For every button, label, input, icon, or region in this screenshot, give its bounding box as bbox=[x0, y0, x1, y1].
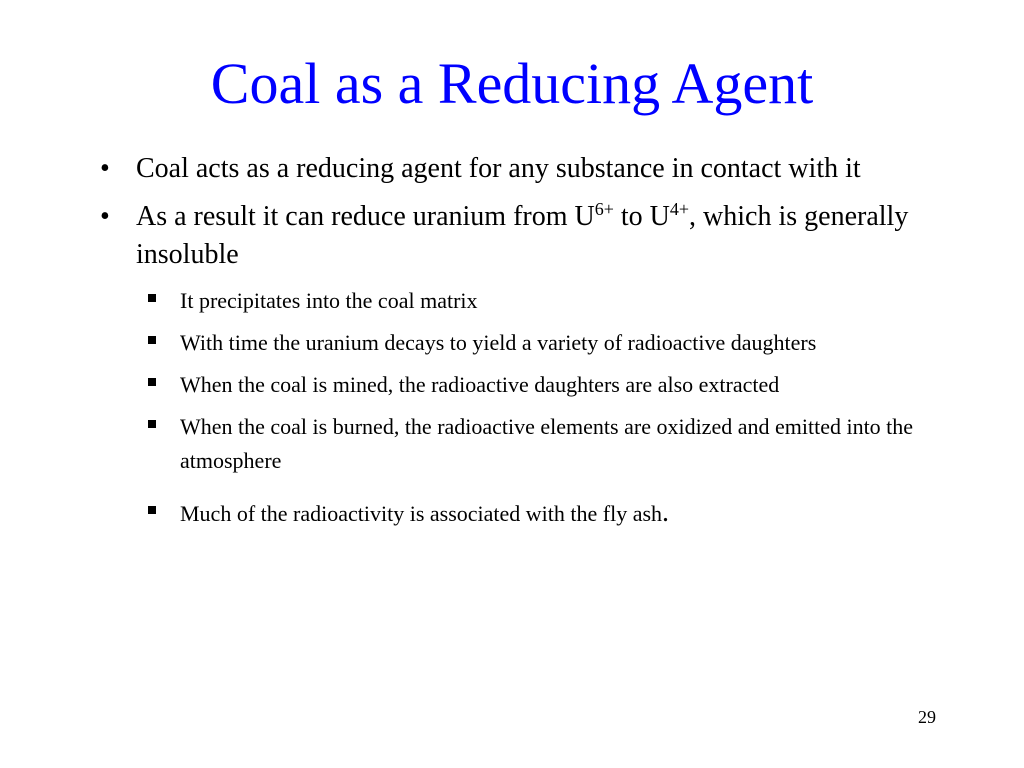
bullet-text-part: As a result it can reduce uranium from U bbox=[136, 201, 595, 232]
slide-title: Coal as a Reducing Agent bbox=[210, 51, 814, 116]
slide-content bbox=[98, 150, 958, 539]
bullet-item bbox=[98, 150, 958, 188]
subbullet-text: Much of the radioactivity is associated with the fly ash bbox=[180, 501, 663, 526]
bullet-text-part: , which is generally insoluble bbox=[136, 201, 909, 270]
superscript-charge: 6+ bbox=[594, 199, 614, 219]
subbullet-item bbox=[136, 326, 958, 360]
subbullet-text: When the coal is mined, the radioactive daughters are also extracted bbox=[180, 372, 780, 397]
subbullet-text: It precipitates into the coal matrix bbox=[180, 288, 478, 313]
bullet-text bbox=[136, 201, 908, 270]
subbullet-terminal-period: . bbox=[662, 497, 670, 528]
subbullet-item bbox=[136, 284, 958, 318]
bullet-text: Coal acts as a reducing agent for any substance in contact with it bbox=[136, 153, 861, 184]
square-bullet-icon bbox=[148, 506, 156, 514]
subbullet-text: When the coal is burned, the radioactive elements are oxidized and emitted into the atmosphere bbox=[180, 414, 914, 473]
bullet-item bbox=[98, 198, 958, 274]
square-bullet-icon bbox=[148, 336, 156, 344]
bullet-icon: • bbox=[100, 201, 110, 232]
subbullet-item bbox=[136, 410, 958, 478]
page-number: 29 bbox=[918, 707, 936, 727]
bullet-icon: • bbox=[100, 153, 110, 184]
square-bullet-icon bbox=[148, 378, 156, 386]
subbullet-text: With time the uranium decays to yield a variety of radioactive daughters bbox=[180, 330, 817, 355]
superscript-charge: 4+ bbox=[669, 199, 690, 219]
bullet-text-part: to U bbox=[613, 201, 670, 232]
subbullet-item bbox=[136, 496, 958, 531]
square-bullet-icon bbox=[148, 420, 156, 428]
subbullet-item bbox=[136, 368, 958, 402]
square-bullet-icon bbox=[148, 294, 156, 302]
